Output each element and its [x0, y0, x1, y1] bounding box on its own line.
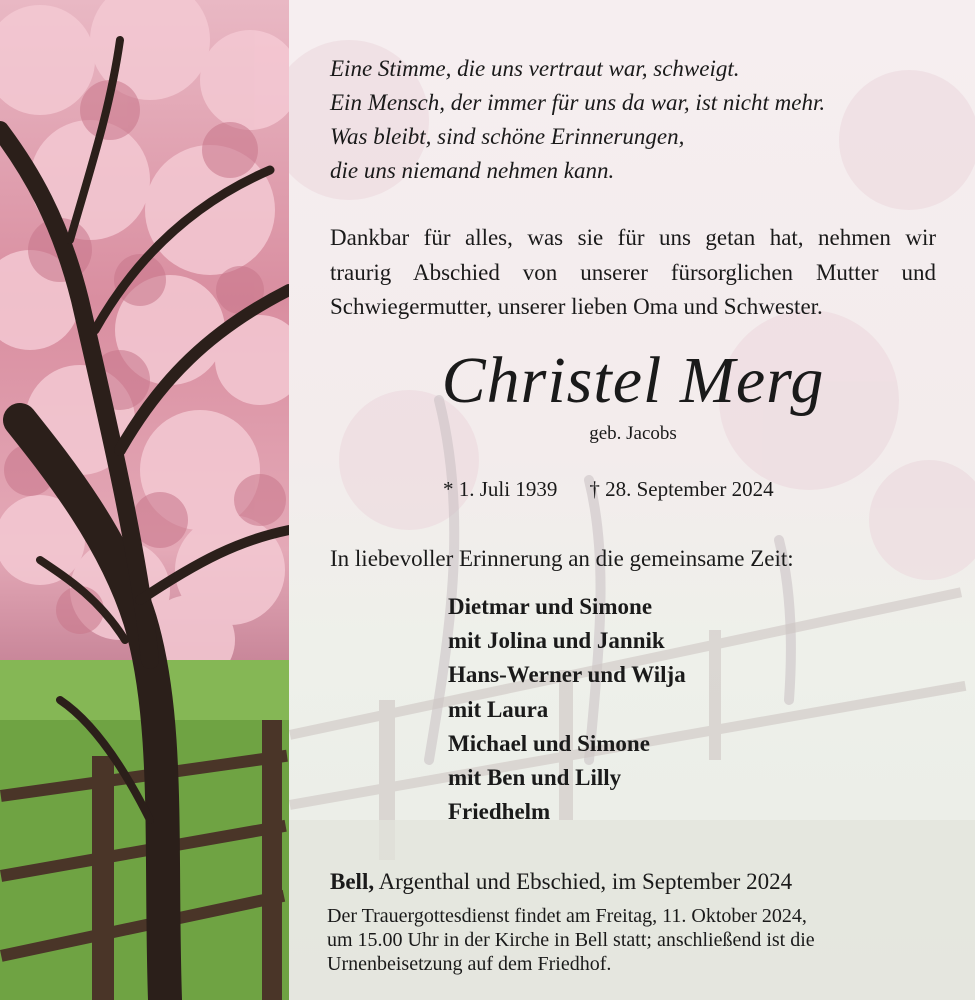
poem-line: Ein Mensch, der immer für uns da war, ist nicht mehr. — [330, 90, 826, 115]
place-rest: Argenthal und Ebschied, im September 2024 — [374, 869, 793, 894]
birth-date: * 1. Juli 1939 — [443, 477, 558, 501]
family-member: Dietmar und Simone — [448, 594, 653, 619]
family-member: mit Jolina und Jannik — [448, 628, 665, 654]
service-line: Der Trauergottesdienst findet am Freitag, 11. Oktober 2024, — [327, 905, 807, 927]
paragraph-line: Schwiegermutter, unserer lieben Oma und Schwester. — [330, 294, 823, 319]
service-info — [327, 904, 939, 976]
paragraph-line: Dankbar für alles, was sie für uns getan hat, nehmen wir — [330, 225, 936, 250]
deceased-name: Christel Merg — [441, 344, 825, 417]
place-and-date — [330, 868, 792, 896]
death-date: † 28. September 2024 — [589, 477, 774, 501]
place-town: Bell, — [330, 869, 375, 894]
poem-line: Eine Stimme, die uns vertraut war, schweigt. — [330, 56, 740, 81]
paragraph-line: traurig Abschied von unserer fürsorglichen Mutter und — [330, 259, 936, 285]
service-line: Urnenbeisetzung auf dem Friedhof. — [327, 953, 612, 975]
life-dates — [443, 476, 774, 502]
service-line: um 15.00 Uhr in der Kirche in Bell statt; anschließend ist die — [327, 929, 815, 951]
family-list — [448, 590, 686, 829]
poem — [330, 52, 950, 188]
family-member: mit Ben und Lilly — [448, 765, 622, 791]
farewell-paragraph — [330, 221, 936, 325]
family-member: Hans-Werner und Wilja — [448, 662, 686, 688]
family-member: Friedhelm — [448, 799, 551, 825]
poem-line: Was bleibt, sind schöne Erinnerungen, — [330, 124, 685, 149]
family-member: mit Laura — [448, 696, 549, 722]
memory-line: In liebevoller Erinnerung an die gemeinsame Zeit: — [330, 546, 794, 571]
poem-line: die uns niemand nehmen kann. — [330, 158, 615, 183]
maiden-name: geb. Jacobs — [589, 423, 677, 444]
family-member: Michael und Simone — [448, 730, 650, 756]
